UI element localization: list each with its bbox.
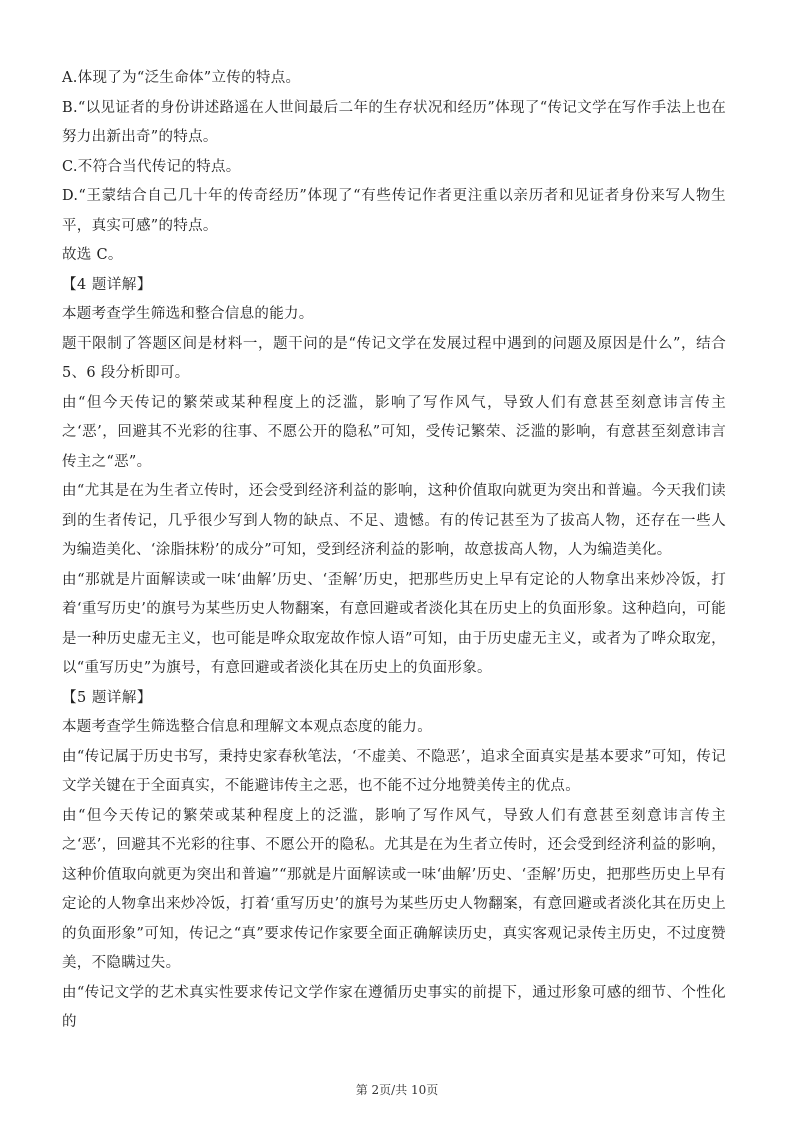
q4-paragraph: 由“尤其是在为生者立传时，还会受到经济利益的影响，这种价值取向就更为突出和普遍。今天我们读到的生者传记，几乎很少写到人物的缺点、不足、遗憾。有的传记甚至为了拔高人物，还存在一些人为编造美化、‘涂脂抹粉’的成分”可知，受到经济利益的影响，故意拔高人物，人为编造美化。: [62, 483, 726, 558]
option-c: C.不符合当代传记的特点。: [62, 158, 241, 175]
q5-paragraph: 由“但今天传记的繁荣或某种程度上的泛滥，影响了写作风气，导致人们有意甚至刻意讳言传主之‘恶’，回避其不光彩的往事、不愿公开的隐私。尤其是在为生者立传时，还会受到经济利益的影响，这种价值取向就更为突出和普遍”“那就是片面解读或一味‘曲解’历史、‘歪解’历史，把那些历史上早有定论的人物拿出来炒冷饭，打着‘重写历史’的旗号为某些历史人物翻案，有意回避或者淡化其在历史上的负面形象”可知，传记之“真”要求传记作家要全面正确解读历史，真实客观记录传主历史，不过度赞美，不隐瞒过失。: [62, 807, 726, 971]
option-a: A.体现了为“泛生命体”立传的特点。: [62, 70, 301, 86]
q5-paragraph: 本题考查学生筛选整合信息和理解文本观点态度的能力。: [62, 719, 432, 735]
question-4-heading: 【4 题详解】: [62, 276, 152, 293]
q4-paragraph: 由“那就是片面解读或一味‘曲解’历史、‘歪解’历史，把那些历史上早有定论的人物拿出来炒冷饭，打着‘重写历史’的旗号为某些历史人物翻案，有意回避或者淡化其在历史上的负面形象。这种趋向，可能是一种历史虚无主义，也可能是哗众取宠故作惊人语”可知，由于历史虚无主义，或者为了哗众取宠，以“重写历史”为旗号，有意回避或者淡化其在历史上的负面形象。: [62, 571, 726, 676]
q5-paragraph: 由“传记文学的艺术真实性要求传记文学作家在遵循历史事实的前提下，通过形象可感的细节、个性化的: [62, 984, 726, 1030]
q4-paragraph: 题干限制了答题区间是材料一，题干问的是“传记文学在发展过程中遇到的问题及原因是什么”，结合 5、6 段分析即可。: [62, 335, 726, 381]
question-5-heading: 【5 题详解】: [62, 689, 152, 706]
option-b: B.“以见证者的身份讲述路遥在人世间最后二年的生存状况和经历”体现了“传记文学在写作手法上也在努力出新出奇”的特点。: [62, 99, 726, 145]
option-d: D.“王蒙结合自己几十年的传奇经历”体现了“有些传记作者更注重以亲历者和见证者身份来写人物生平，真实可感”的特点。: [62, 188, 726, 234]
q4-paragraph: 本题考查学生筛选和整合信息的能力。: [62, 306, 314, 322]
document-body: [62, 64, 726, 1038]
page-number: 第 2页/共 10页: [355, 1083, 439, 1097]
q4-paragraph: 由“但今天传记的繁荣或某种程度上的泛滥，影响了写作风气，导致人们有意甚至刻意讳言传主之‘恶’，回避其不光彩的往事、不愿公开的隐私”可知，受传记繁荣、泛滥的影响，有意甚至刻意讳言传主之“恶”。: [62, 394, 726, 470]
q5-paragraph: 由“传记属于历史书写，秉持史家春秋笔法，‘不虚美、不隐恶’，追求全面真实是基本要求”可知，传记文学关键在于全面真实，不能避讳传主之恶，也不能不过分地赞美传主的优点。: [62, 748, 726, 794]
answer-line: 故选 C。: [62, 247, 123, 263]
